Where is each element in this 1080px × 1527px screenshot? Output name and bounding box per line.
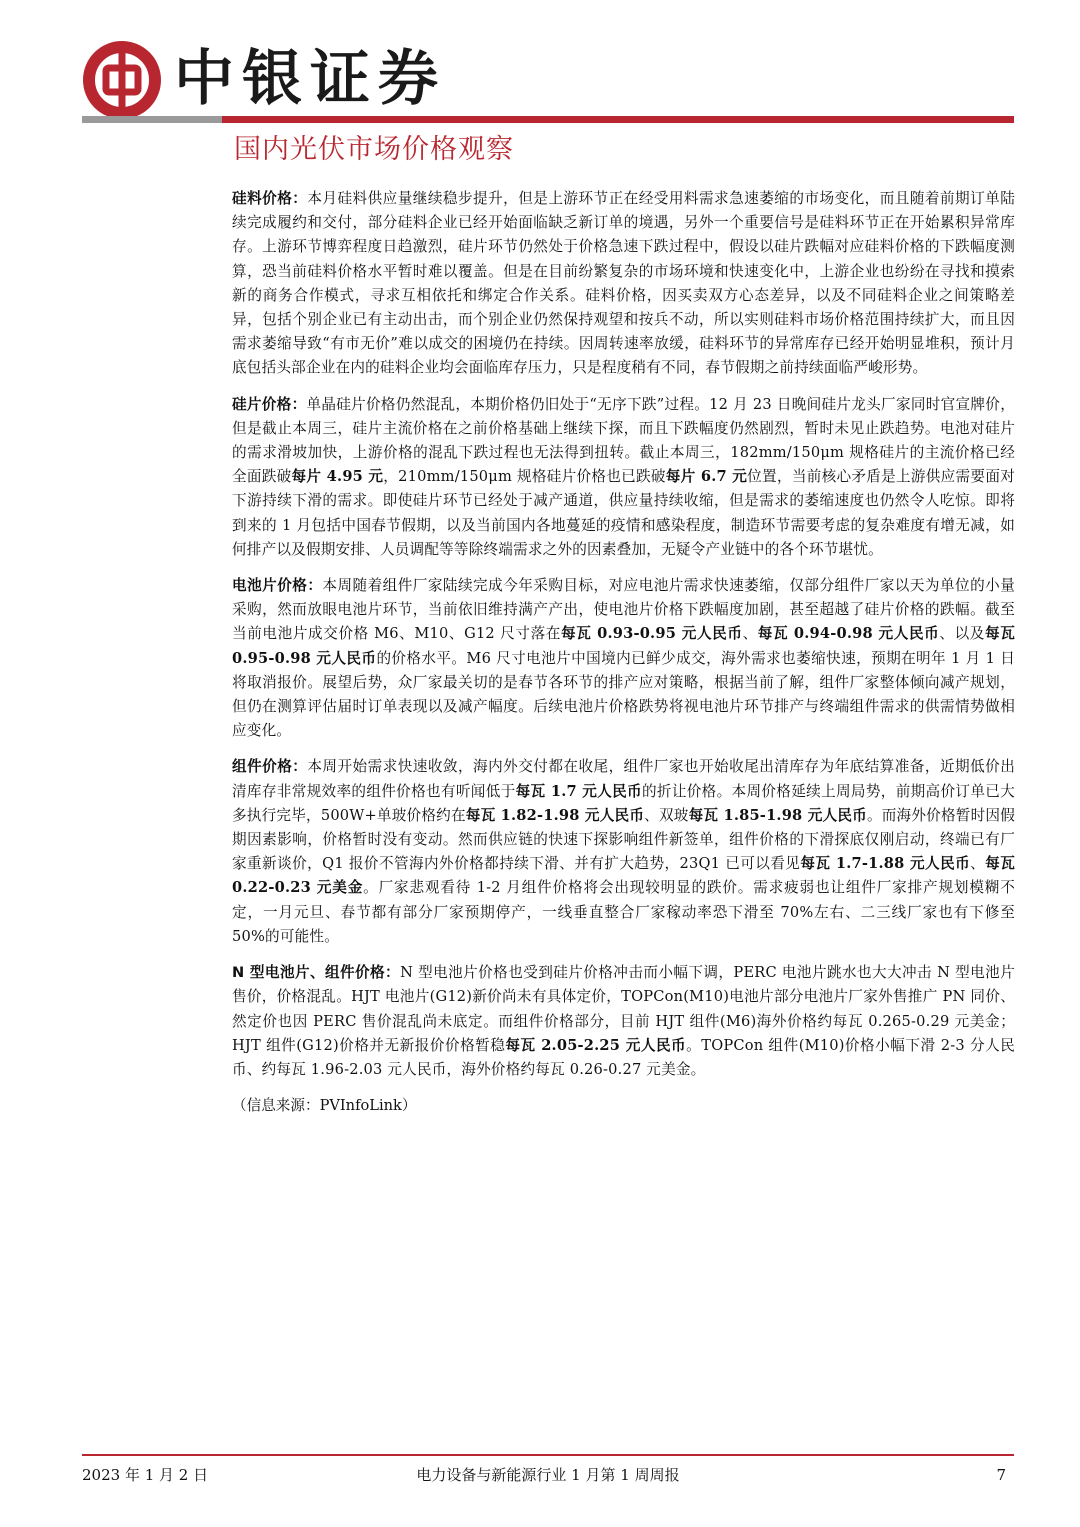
paragraph-text: 位置，当前核心矛盾是上游供应需要面对下游持续下滑的需求。即使硅片环节已经处于减产通道，供应量持续收缩，但是需求的萎缩速度也仍然令人吃惊。即将到来的 1 月包括中国春节假期，以及当前国内各地蔓延的疫情和感染程度，制造环节需要考虑的复杂难度有增无减，如何排产以及假期安排、人员调配等等除终端需求之外的因素叠加，无疑令产业链中的各个环节堪忧。	[232, 468, 1015, 558]
highlighted-price: 每瓦 0.94-0.98 元人民币	[757, 625, 940, 643]
highlighted-price: 每片 6.7 元	[665, 468, 748, 486]
highlighted-price: 每瓦 2.05-2.25 元人民币	[505, 1036, 687, 1054]
highlighted-price: 每瓦 0.22-0.23 元美金	[232, 855, 1015, 897]
paragraph-text: 的价格水平。M6 尺寸电池片中国境内已鲜少成交，海外需求也萎缩快速，预期在明年 1 月 1 日将取消报价。展望后势，众厂家最关切的是春节各环节的排产应对策略，根据当前了解，组件厂家整体倾向减产规划，但仍在测算评估届时订单表现以及减产幅度。后续电池片价格跌势将视电池片环节排产与终端组件需求的供需情势做相应变化。	[232, 649, 1015, 740]
footer-page-number: 7	[996, 1466, 1006, 1484]
paragraph-lead: 电池片价格：	[232, 577, 323, 595]
paragraph-lead: N 型电池片、组件价格：	[232, 964, 401, 982]
highlighted-price: 每瓦 1.82-1.98 元人民币	[465, 806, 645, 824]
paragraph	[232, 755, 1015, 949]
footer-date: 2023 年 1 月 2 日	[82, 1466, 209, 1484]
report-body	[232, 187, 1015, 1118]
paragraph-text: 、以及	[939, 625, 985, 643]
paragraph-lead: 硅片价格：	[232, 395, 307, 413]
page-footer	[82, 1462, 1014, 1488]
paragraph-text: 本周开始需求快速收敛，海内外交付都在收尾，组件厂家也开始收尾出清库存为年底结算准备，近期低价出清库存非常规效率的组件价格也有听闻低于	[232, 758, 1015, 800]
footer-rule	[82, 1454, 1014, 1456]
highlighted-price: 每瓦 1.85-1.98 元人民币	[688, 806, 867, 824]
paragraph-text: 。厂家悲观看待 1-2 月组件价格将会出现较明显的跌价。需求疲弱也让组件厂家排产规划模糊不定，一月元旦、春节都有部分厂家预期停产，一线垂直整合厂家稼动率恐下滑至 70%左右、二三线厂家也有下修至 50%的可能性。	[232, 879, 1015, 945]
bank-of-china-logo-icon	[82, 40, 162, 120]
highlighted-price: 每片 4.95 元	[291, 468, 384, 486]
paragraph-lead: 硅料价格：	[232, 190, 308, 207]
paragraph-list	[232, 187, 1015, 1082]
highlighted-price: 每瓦 0.95-0.98 元人民币	[232, 625, 1016, 667]
paragraph	[232, 393, 1015, 562]
paragraph-text: 、	[742, 625, 758, 643]
paragraph-text: N 型电池片价格也受到硅片价格冲击而小幅下调，PERC 电池片跳水也大大冲击 N 型电池片售价，价格混乱。HJT 电池片(G12)新价尚未有具体定价，TOPCon(M10)电池片部分电池片厂家外售推广 PN 同价、然定价也因 PERC 售价混乱尚未底定。而组件价格部分，目前 HJT 组件(M6)海外价格约每瓦 0.265-0.29 元美金；HJT 组件(G12)价格并无新报价价格暂稳	[232, 964, 1015, 1054]
paragraph-text: ，210mm/150μm 规格硅片价格也已跌破	[383, 468, 666, 486]
highlighted-price: 每瓦 1.7-1.88 元人民币	[800, 855, 971, 873]
paragraph-text: 本周随着组件厂家陆续完成今年采购目标，对应电池片需求快速萎缩，仅部分组件厂家以天为单位的小量采购，然而放眼电池片环节，当前依旧维持满产产出，使电池片价格下跌幅度加剧，甚至超越了硅片价格的跌幅。截至当前电池片成交价格 M6、M10、G12 尺寸落在	[232, 577, 1015, 643]
highlighted-price: 每瓦 0.93-0.95 元人民币	[561, 625, 743, 643]
header-rule-red	[222, 116, 1014, 123]
header-rule-grey	[82, 116, 222, 123]
report-header	[82, 36, 1014, 126]
paragraph-text: 、双玻	[644, 806, 689, 824]
source-note: （信息来源：PVInfoLink）	[232, 1097, 417, 1115]
paragraph	[232, 187, 1015, 381]
paragraph-text: 单晶硅片价格仍然混乱，本期价格仍旧处于“无序下跌”过程。12 月 23 日晚间硅片龙头厂家同时官宣牌价，但是截止本周三，硅片主流价格在之前价格基础上继续下探，而且下跌幅度仍然剧烈，暂时未见止跌趋势。电池对硅片的需求滑坡加快，上游价格的混乱下跌过程也无法得到扭转。截止本周三，182mm/150μm 规格硅片的主流价格已经全面跌破	[232, 395, 1015, 486]
paragraph	[232, 574, 1015, 743]
paragraph-text: 、	[970, 855, 986, 873]
paragraph	[232, 961, 1015, 1082]
paragraph-text: 的折让价格。本周价格延续上周局势，前期高价订单已大多执行完毕，500W+单玻价格约在	[232, 782, 1015, 824]
brand-name: 中银证券	[174, 44, 446, 114]
paragraph-text: 本月硅料供应量继续稳步提升，但是上游环节正在经受用料需求急速萎缩的市场变化，而且随着前期订单陆续完成履约和交付，部分硅料企业已经开始面临缺乏新订单的境遇，另外一个重要信号是硅料环节正在开始累积异常库存。上游环节博弈程度日趋激烈，硅片环节仍然处于价格急速下跌过程中，假设以硅片跌幅对应硅料价格的下跌幅度测算，恐当前硅料价格水平暂时难以覆盖。但是在目前纷繁复杂的市场环境和快速变化中，上游企业也纷纷在寻找和摸索新的商务合作模式，寻求互相依托和绑定合作关系。硅料价格，因买卖双方心态差异，以及不同硅料企业之间策略差异，包括个别企业已有主动出击，而个别企业仍然保持观望和按兵不动，所以实则硅料市场价格范围持续扩大，而且因需求萎缩导致“有市无价”难以成交的困境仍在持续。因周转速率放缓，硅料环节的异常库存已经开始明显堆积，预计月底包括头部企业在内的硅料企业均会面临库存压力，只是程度稍有不同，春节假期之前持续面临严峻形势。	[232, 190, 1015, 377]
paragraph-lead: 组件价格：	[232, 758, 308, 776]
section-title: 国内光伏市场价格观察	[234, 134, 514, 165]
highlighted-price: 每瓦 1.7 元人民币	[515, 782, 642, 800]
paragraph-text: 。而海外价格暂时因假期因素影响，价格暂时没有变动。然而供应链的快速下探影响组件新签单，组件价格的下滑探底仅刚启动，终端已有厂家重新谈价，Q1 报价不管海内外价格都持续下滑、并有扩大趋势，23Q1 已可以看见	[232, 806, 1015, 873]
footer-report-title: 电力设备与新能源行业 1 月第 1 周周报	[416, 1466, 680, 1484]
paragraph-text: 。TOPCon 组件(M10)价格小幅下滑 2-3 分人民币、约每瓦 1.96-2.03 元人民币，海外价格约每瓦 0.26-0.27 元美金。	[232, 1036, 1015, 1078]
